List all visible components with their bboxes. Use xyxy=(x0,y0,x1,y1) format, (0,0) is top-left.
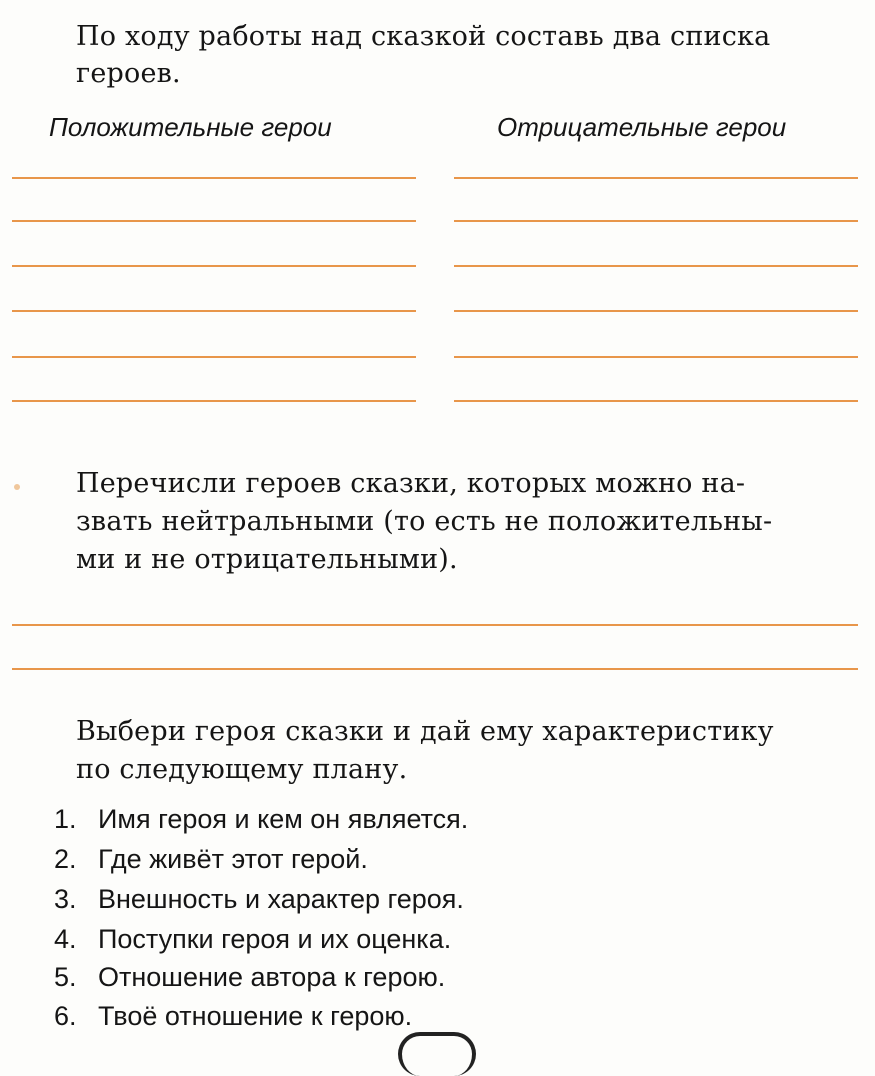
task1-instruction-line1: По ходу работы над сказкой составь два списка xyxy=(76,21,771,52)
task3-line2: по следующему плану. xyxy=(76,754,408,785)
column-negative-heroes: Отрицательные герои xyxy=(497,112,787,142)
answer-line[interactable] xyxy=(454,356,858,358)
answer-line[interactable] xyxy=(454,265,858,267)
plan-item-number: 3. xyxy=(54,884,77,914)
task2-line2: звать нейтральными (то есть не положительны- xyxy=(76,506,773,537)
plan-item xyxy=(54,997,412,1035)
plan-item-number: 6. xyxy=(54,1001,77,1031)
plan-item-text: Имя героя и кем он является. xyxy=(98,804,469,834)
answer-line[interactable] xyxy=(12,624,858,626)
answer-line[interactable] xyxy=(454,220,858,222)
plan-item-number: 5. xyxy=(54,962,77,992)
answer-line[interactable] xyxy=(12,356,416,358)
task2-line3: ми и не отрицательными). xyxy=(76,544,458,575)
plan-item-text: Внешность и характер героя. xyxy=(98,884,464,914)
plan-item xyxy=(54,920,451,958)
answer-line[interactable] xyxy=(12,668,858,670)
answer-line[interactable] xyxy=(454,400,858,402)
plan-item xyxy=(54,800,468,838)
margin-mark xyxy=(14,484,20,490)
plan-item xyxy=(54,958,445,996)
task3-line1: Выбери героя сказки и дай ему характеристику xyxy=(76,716,774,747)
answer-line[interactable] xyxy=(12,220,416,222)
plan-item-number: 1. xyxy=(54,804,77,834)
answer-line[interactable] xyxy=(454,310,858,312)
plan-item-number: 4. xyxy=(54,924,77,954)
task2-line1: Перечисли героев сказки, которых можно на- xyxy=(76,468,746,499)
plan-item-text: Отношение автора к герою. xyxy=(98,962,446,992)
plan-item-text: Поступки героя и их оценка. xyxy=(98,924,452,954)
task1-instruction-line2: героев. xyxy=(76,58,181,89)
page-number-badge xyxy=(398,1032,476,1076)
plan-item-number: 2. xyxy=(54,844,77,874)
plan-item-text: Твоё отношение к герою. xyxy=(98,1001,413,1031)
plan-item xyxy=(54,880,464,918)
column-positive-heroes: Положительные герои xyxy=(49,112,332,142)
answer-line[interactable] xyxy=(12,310,416,312)
answer-line[interactable] xyxy=(12,400,416,402)
plan-item-text: Где живёт этот герой. xyxy=(98,844,368,874)
answer-line[interactable] xyxy=(12,265,416,267)
answer-line[interactable] xyxy=(454,177,858,179)
plan-item xyxy=(54,840,368,878)
answer-line[interactable] xyxy=(12,177,416,179)
